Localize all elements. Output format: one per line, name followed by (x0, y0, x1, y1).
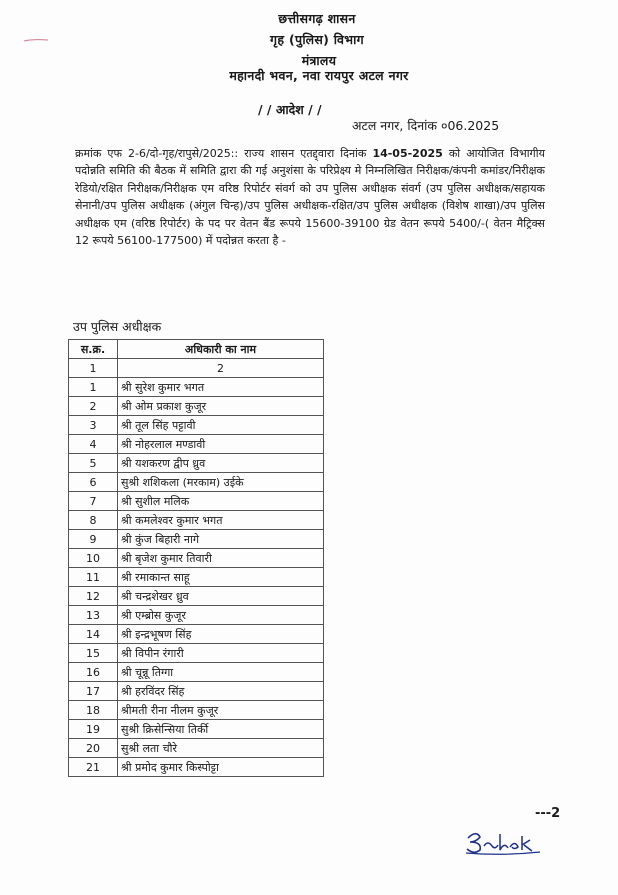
table-row (69, 416, 324, 435)
officer-name-cell: श्री कुंज बिहारी नागे (118, 530, 324, 549)
serial-number-cell: 2 (69, 397, 118, 416)
table-row (69, 606, 324, 625)
table-row (69, 435, 324, 454)
column-header-name: अधिकारी का नाम (118, 340, 324, 359)
table-row (69, 758, 324, 777)
table-row (69, 701, 324, 720)
serial-number-cell: 4 (69, 435, 118, 454)
serial-number-cell: 20 (69, 739, 118, 758)
officer-name-cell: सुश्री शशिकला (मरकाम) उईके (118, 473, 324, 492)
table-row (69, 663, 324, 682)
officer-name-cell: श्री प्रमोद कुमार किस्पोट्टा (118, 758, 324, 777)
serial-number-cell: 19 (69, 720, 118, 739)
order-title: / / आदेश / / (258, 102, 322, 117)
table-row (69, 568, 324, 587)
officer-name-cell: श्री नोहरलाल मण्डावी (118, 435, 324, 454)
table-row (69, 511, 324, 530)
section-title: उप पुलिस अधीक्षक (73, 319, 162, 334)
order-text: को आयोजित विभागीय पदोन्नति समिति की बैठक में समिति द्वारा की गई अनुशंसा के परिप्रेक्ष्य मे निम्नलिखित निरीक्षक/कंपनी कमांडर/निरीक्षक रेडियो/रक्षित निरीक्षक/निरीक्षक एम वरिष्ठ रिपोर्टर संवर्ग को उप पुलिस अधीक्षक संवर्ग (उप पुलिस अधीक्षक/सहायक सेनानी/उप पुलिस अधीक्षक (अंगुल चिन्ह)/उप पुलिस अधीक्षक-रक्षित/उप पुलिस अधीक्षक (विशेष शाखा)/उप पुलिस अधीक्षक एम (वरिष्ठ रिपोर्टर) के पद पर वेतन बैंड रूपये 15600-39100 ग्रेड वेतन रूपये 5400/-( वेतन मैट्रिक्स 12 रूपये 56100-177500) में पदोन्नत करता है - (75, 147, 545, 248)
serial-number-cell: 14 (69, 625, 118, 644)
officer-name-cell: श्री हरविंदर सिंह (118, 682, 324, 701)
order-reference: क्रमांक एफ 2-6/दो-गृह/रापुसे/2025:: राज्य शासन एतद्द्वारा दिनांक (75, 147, 373, 160)
header-government: छत्तीसगढ़ शासन (278, 11, 356, 26)
serial-number-cell: 21 (69, 758, 118, 777)
officer-name-cell: श्री एम्ब्रोस कुजूर (118, 606, 324, 625)
index-cell-name: 2 (118, 359, 324, 378)
serial-number-cell: 11 (69, 568, 118, 587)
officer-name-cell: श्री विपीन रंगारी (118, 644, 324, 663)
officer-name-cell: श्री कमलेश्वर कुमार भगत (118, 511, 324, 530)
serial-number-cell: 15 (69, 644, 118, 663)
table-row (69, 473, 324, 492)
table-row (69, 492, 324, 511)
officer-name-cell: श्री चन्द्रशेखर ध्रुव (118, 587, 324, 606)
officer-name-cell: श्री बृजेश कुमार तिवारी (118, 549, 324, 568)
serial-number-cell: 10 (69, 549, 118, 568)
table-row (69, 454, 324, 473)
serial-number-cell: 16 (69, 663, 118, 682)
index-cell-serial: 1 (69, 359, 118, 378)
table-header-row (69, 340, 324, 359)
serial-number-cell: 13 (69, 606, 118, 625)
table-row (69, 644, 324, 663)
officer-name-cell: श्री इन्द्रभूषण सिंह (118, 625, 324, 644)
table-row (69, 397, 324, 416)
officer-name-cell: श्री यशकरण द्वीप ध्रुव (118, 454, 324, 473)
officer-name-cell: सुश्री लता चौरे (118, 739, 324, 758)
signature (462, 828, 552, 858)
serial-number-cell: 18 (69, 701, 118, 720)
meeting-date: 14-05-2025 (372, 147, 443, 160)
table-row (69, 739, 324, 758)
officer-name-cell: श्री सुरेश कुमार भगत (118, 378, 324, 397)
table-row (69, 682, 324, 701)
officer-name-cell: श्री रमाकान्त साहू (118, 568, 324, 587)
table-row (69, 378, 324, 397)
table-row (69, 549, 324, 568)
order-date: अटल नगर, दिनांक ०06.2025 (352, 118, 500, 133)
serial-number-cell: 9 (69, 530, 118, 549)
serial-number-cell: 6 (69, 473, 118, 492)
officer-table (68, 339, 324, 777)
table-row (69, 625, 324, 644)
officer-name-cell: श्रीमती रीना नीलम कुजूर (118, 701, 324, 720)
header-address: महानदी भवन, नवा रायपुर अटल नगर (229, 68, 409, 83)
table-index-row (69, 359, 324, 378)
table-row (69, 587, 324, 606)
serial-number-cell: 5 (69, 454, 118, 473)
officer-name-cell: श्री ओम प्रकाश कुजूर (118, 397, 324, 416)
order-body (75, 145, 545, 249)
serial-number-cell: 3 (69, 416, 118, 435)
officer-name-cell: श्री चून्नू तिग्गा (118, 663, 324, 682)
officer-name-cell: सुश्री क्रिसेन्सिया तिर्की (118, 720, 324, 739)
serial-number-cell: 7 (69, 492, 118, 511)
header-ministry: मंत्रालय (301, 53, 337, 68)
page-continuation-marker: ---2 (535, 806, 561, 821)
serial-number-cell: 1 (69, 378, 118, 397)
column-header-serial: स.क्र. (69, 340, 118, 359)
serial-number-cell: 12 (69, 587, 118, 606)
header-department: गृह (पुलिस) विभाग (270, 32, 364, 47)
officer-name-cell: श्री तूल सिंह पट्टावी (118, 416, 324, 435)
table-row (69, 720, 324, 739)
serial-number-cell: 17 (69, 682, 118, 701)
serial-number-cell: 8 (69, 511, 118, 530)
officer-name-cell: श्री सुशील मलिक (118, 492, 324, 511)
table-row (69, 530, 324, 549)
